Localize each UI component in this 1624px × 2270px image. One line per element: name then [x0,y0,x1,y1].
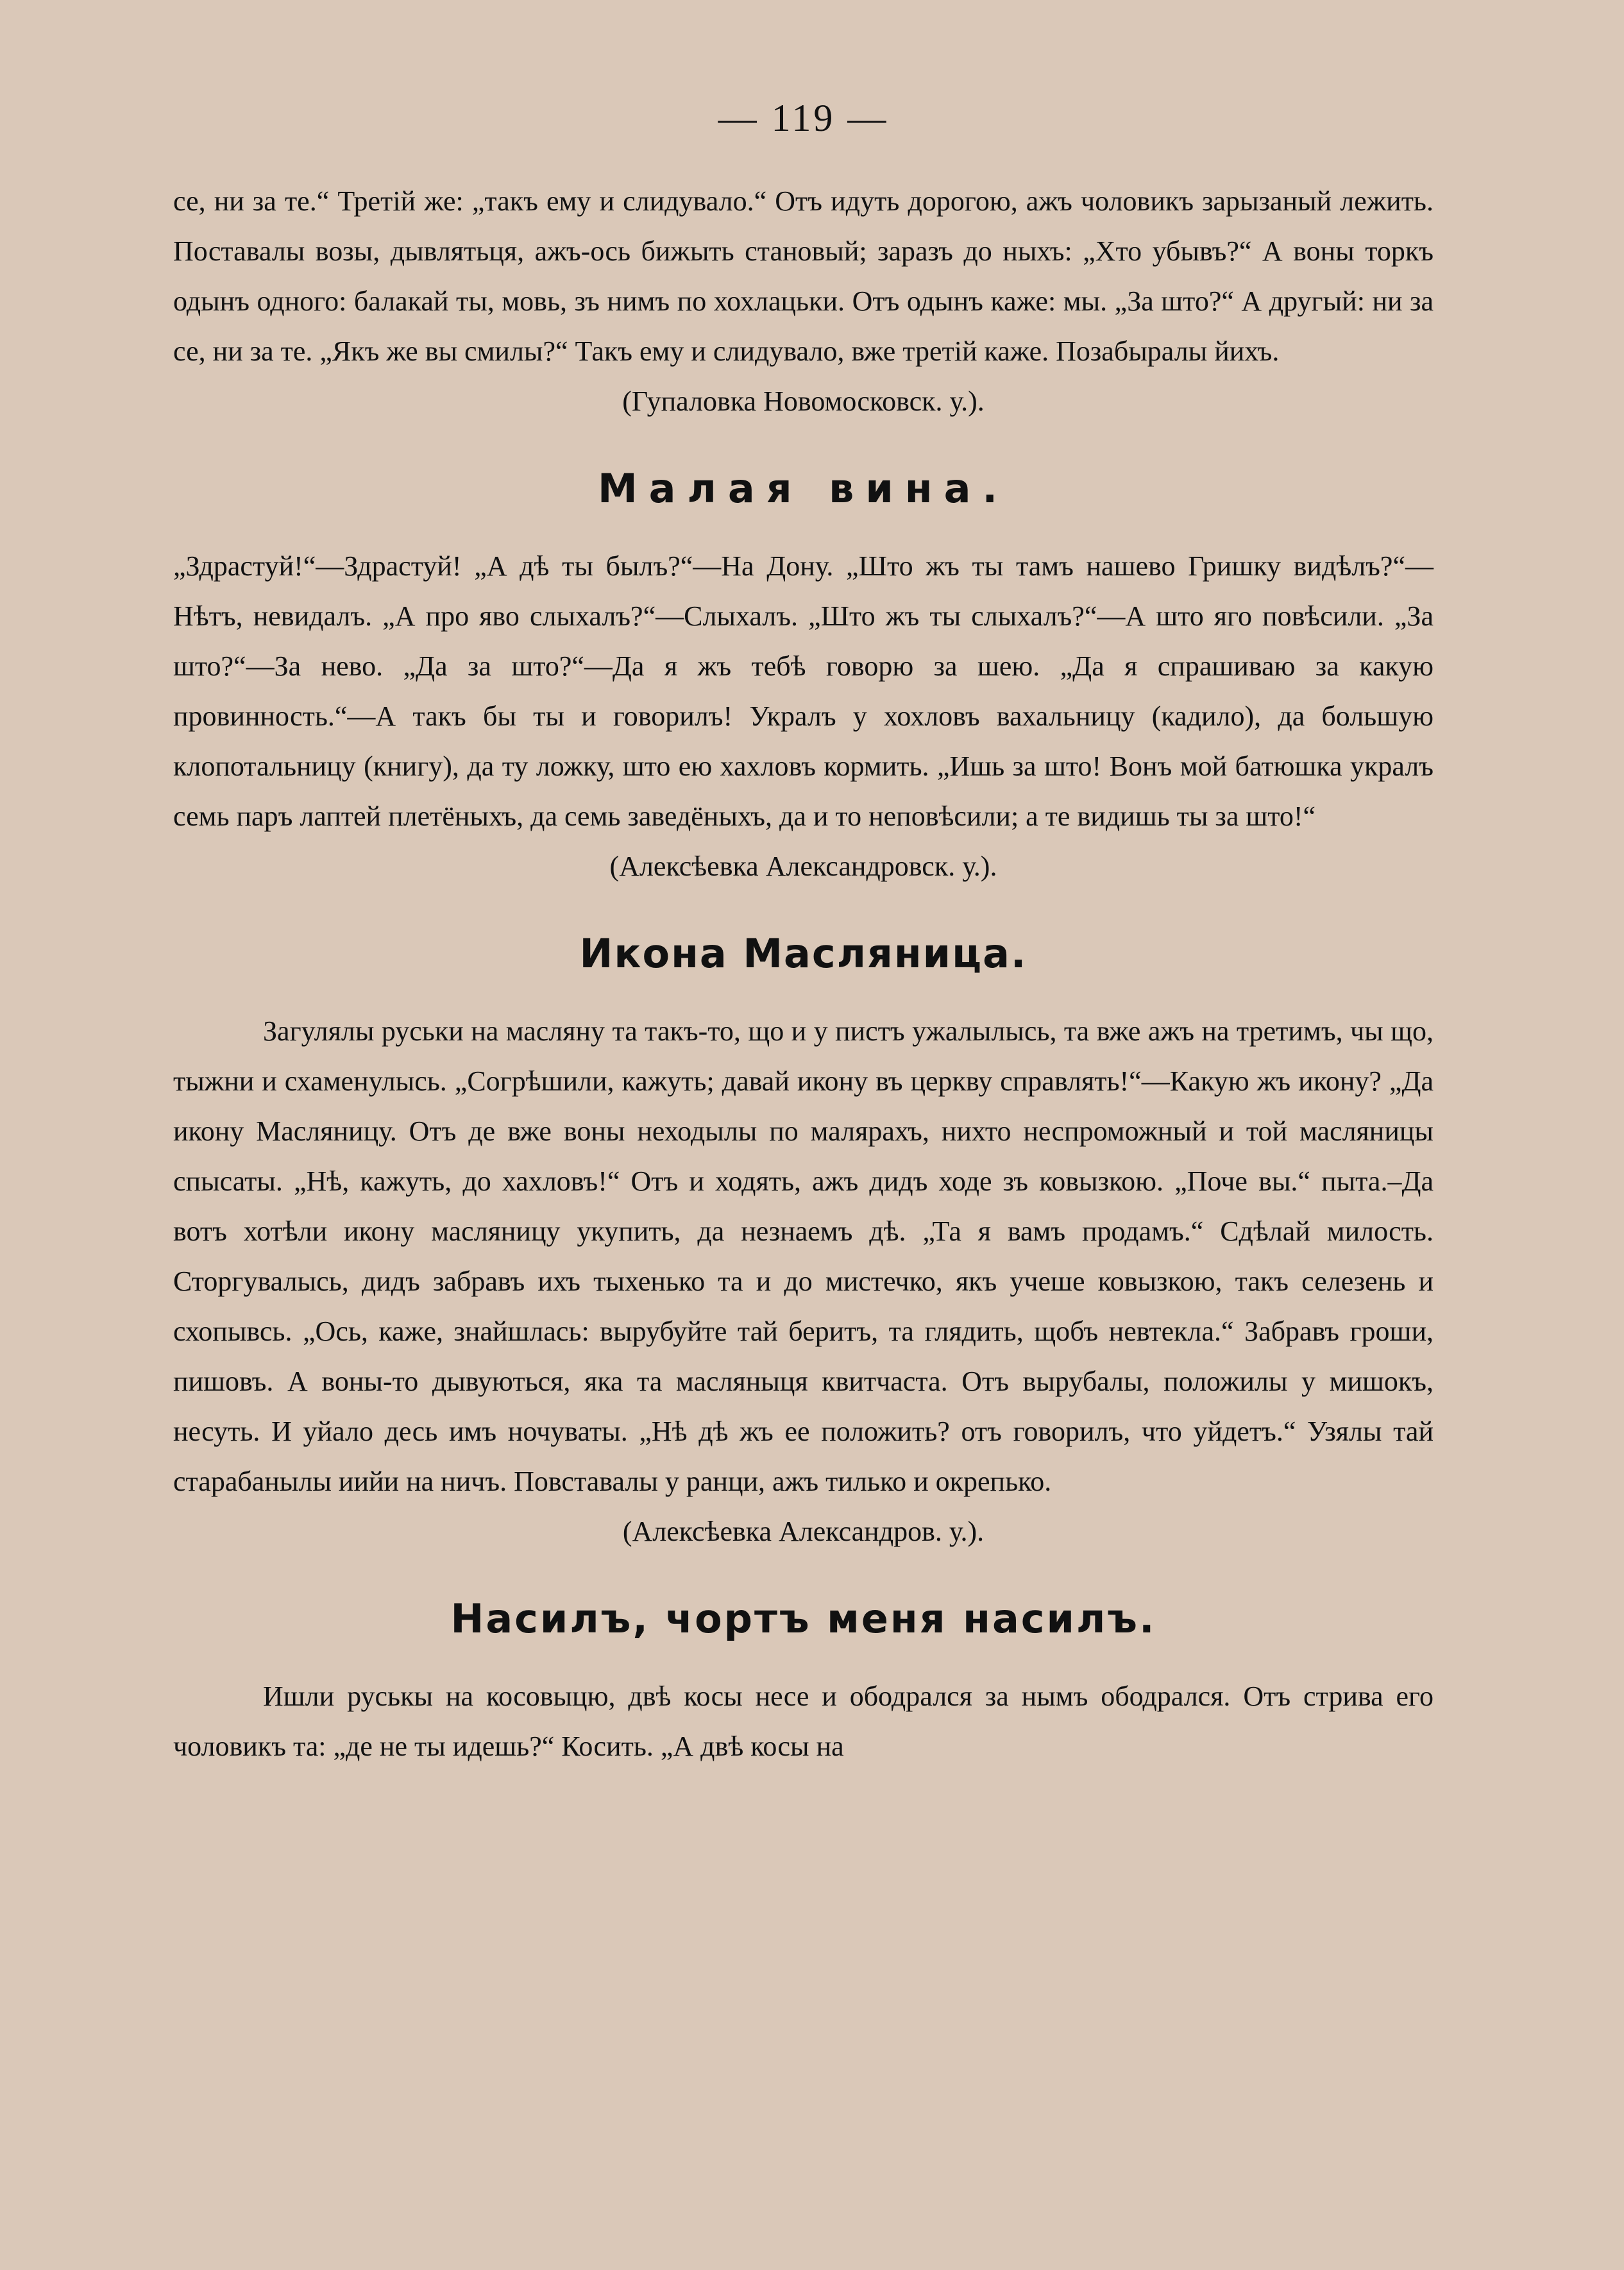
document-page [173,96,1434,1772]
section-source-malaya-vina: (Алексѣевка Александровск. у.). [609,851,997,882]
section-source-ikona: (Алексѣевка Александров. у.). [622,1516,985,1547]
section-title-ikona: Икона Масляница. [579,930,1028,977]
page-number: — 119 — [718,97,889,139]
intro-source: (Гупаловка Новомосковск. у.). [622,385,985,417]
section-text-ikona: Загулялы руськи на масляну та такъ-то, що и у пистъ ужалылысь, та вже ажъ на третимъ, чы що, тыжни и схаменулысь. „Согрѣшили, кажуть; давай икону въ церкву справлять!“—Какую жъ икону? „Да икону Масляницу. Отъ де вже воны неходылы по малярахъ, нихто неспроможный и той масляницы спысаты. „Нѣ, кажуть, до хахловъ!“ Отъ и ходять, ажъ дидъ ходе зъ ковызкою. „Поче вы.“ пыта.–Да вотъ хотѣли икону масляницу укупить, да незнаемъ дѣ. „Та я вамъ продамъ.“ Сдѣлай милость. Сторгувалысь, дидъ забравъ ихъ тыхенько та и до мистечко, якъ учеше ковызкою, такъ селезень и схопывсь. „Ось, каже, знайшлась: вырубуйте тай беритъ, та глядить, щобъ невтекла.“ Забравъ гроши, пишовъ. А воны-то дывуються, яка та масляныця квитчаста. Отъ вырубалы, положилы у мишокъ, несуть. И уйало десь имъ ночуваты. „Нѣ дѣ жъ ее положить? отъ говорилъ, что уйдетъ.“ Узялы тай старабанылы иийи на ничъ. Повставалы у ранци, ажъ тилько и окрепько. [173,1015,1434,1497]
section-title-malaya-vina: Малая вина. [597,465,1010,512]
section-title-nasil: Насилъ, чортъ меня насилъ. [450,1595,1156,1642]
intro-paragraph: се, ни за те.“ Третій же: „такъ ему и слидувало.“ Отъ идуть дорогою, ажъ чоловикъ зарызаный лежить. Поставалы возы, дывлятьця, ажъ-ось бижыть становый; заразъ до ныхъ: „Хто убывъ?“ А воны торкъ одынъ одного: балакай ты, мовь, зъ нимъ по хохлацьки. Отъ одынъ каже: мы. „За што?“ А другый: ни за се, ни за те. „Якъ же вы смилы?“ Такъ ему и слидувало, вже третій каже. Позабыралы йихъ. [173,185,1434,367]
section-text-malaya-vina: „Здрастуй!“—Здрастуй! „А дѣ ты былъ?“—На Дону. „Што жъ ты тамъ нашево Гришку видѣлъ?“—Нѣтъ, невидалъ. „А про яво слыхалъ?“—Слыхалъ. „Што жъ ты слыхалъ?“—А што яго повѣсили. „За што?“—За нево. „Да за што?“—Да я жъ тебѣ говорю за шею. „Да я спрашиваю за какую провинность.“—А такъ бы ты и говорилъ! Укралъ у хохловъ вахальницу (кадило), да большую клопотальницу (книгу), да ту ложку, што ею хахловъ кормить. „Ишь за што! Вонъ мой батюшка укралъ семь паръ лаптей плетёныхъ, да семь заведёныхъ, да и то неповѣсили; а те видишь ты за што!“ [173,550,1434,832]
section-text-nasil: Ишли руськы на косовыцю, двѣ косы несе и ободрался за нымъ ободрался. Отъ стрива его чоловикъ та: „де не ты идешь?“ Косить. „А двѣ косы на [173,1681,1434,1762]
